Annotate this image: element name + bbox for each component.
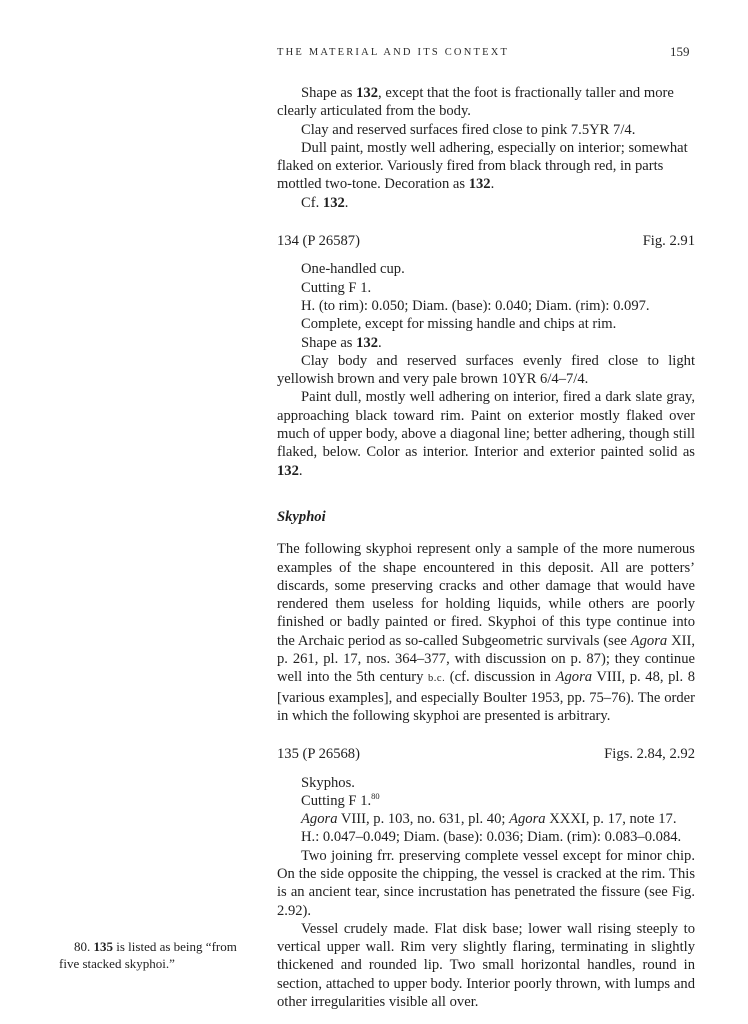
entry-133-cf: Cf. 132. bbox=[301, 194, 349, 211]
entry-135-context: Cutting F 1.80 bbox=[301, 790, 380, 809]
entry-135-id: 135 (P 26568) bbox=[277, 746, 360, 763]
entry-133-paint: Dull paint, mostly well adhering, especially on interior; somewhat flaked on exterior. Variously fired from black through red, in parts mottled two-tone. Decoration as 132. bbox=[277, 139, 688, 193]
skyphoi-intro: The following skyphoi represent only a sample of the more numerous examples of the shape encountered in this deposit. All are potters’ discards, some preserving cracks and other damage that would have rendered them useless for holding liquids, while others are poorly finished or badly painted or fired. Skyphoi of this type continue into the Archaic period as so-called Subgeometric survivals (see Agora XII, p. 261, pl. 17, nos. 364–377, with discussion on p. 87); they continue well into the 5th century b.c. (cf. discussion in Agora VIII, p. 48, pl. 8 [various examples], and especially Boulter 1953, pp. 75–76). The order in which the following skyphoi are presented is arbitrary. bbox=[277, 541, 696, 724]
entry-133-tail bbox=[277, 84, 695, 212]
entry-135-body bbox=[277, 774, 695, 1012]
entry-134-type: One-handled cup. bbox=[301, 261, 405, 278]
entry-135-dimensions: H.: 0.047–0.049; Diam. (base): 0.036; Diam. (rim): 0.083–0.084. bbox=[301, 829, 682, 846]
entry-134-paint: Paint dull, mostly well adhering on interior, fired a dark slate gray, approaching black toward rim. Paint on exterior mostly flaked over much of upper body, above a diagonal line; better adhering, though still flaked, below. Color as interior. Interior and exterior painted solid as 132. bbox=[277, 389, 695, 479]
page-number: 159 bbox=[670, 44, 690, 59]
entry-134-body bbox=[277, 260, 695, 480]
entry-134-fig-ref: Fig. 2.91 bbox=[642, 233, 695, 250]
entry-135-heading bbox=[277, 745, 695, 763]
running-head: THE MATERIAL AND ITS CONTEXT bbox=[277, 47, 510, 58]
entry-135-bibliography: Agora VIII, p. 103, no. 631, pl. 40; Agora XXXI, p. 17, note 17. bbox=[301, 811, 677, 828]
entry-135-type: Skyphos. bbox=[301, 774, 355, 791]
section-title-skyphoi: Skyphoi bbox=[277, 508, 326, 525]
entry-135-description: Vessel crudely made. Flat disk base; lower wall rising steeply to vertical upper wall. Rim very slightly flaring, terminating in slightly thickened and rounded lip. Two small horizontal handles, round in section, attached to upper body. Interior poorly thrown, with lumps and other irregularities visible all over. bbox=[277, 920, 695, 1011]
entry-134-context: Cutting F 1. bbox=[301, 279, 372, 296]
entry-134-id: 134 (P 26587) bbox=[277, 233, 360, 250]
footnote-marker-80: 80 bbox=[371, 790, 380, 801]
entry-134-clay: Clay body and reserved surfaces evenly fired close to light yellowish brown and very pale brown 10YR 6/4–7/4. bbox=[277, 352, 695, 388]
entry-134-shape: Shape as 132. bbox=[301, 334, 382, 351]
entry-133-shape: Shape as 132, except that the foot is fractionally taller and more clearly articulated from the body. bbox=[277, 85, 674, 120]
main-text bbox=[277, 84, 695, 1011]
footnote-80: 80. 135 is listed as being “from five stacked skyphoi.” bbox=[59, 939, 237, 971]
entry-135-fig-ref: Figs. 2.84, 2.92 bbox=[604, 746, 695, 763]
entry-135-condition: Two joining frr. preserving complete vessel except for minor chip. On the side opposite the chipping, the vessel is cracked at the rim. This is an ancient tear, since incrustation has penetrated the fissure (see Fig. 2.92). bbox=[277, 847, 695, 919]
entry-133-clay: Clay and reserved surfaces fired close to pink 7.5YR 7/4. bbox=[301, 121, 636, 138]
entry-134-condition: Complete, except for missing handle and chips at rim. bbox=[301, 316, 617, 333]
entry-134-heading bbox=[277, 232, 695, 250]
entry-134-dimensions: H. (to rim): 0.050; Diam. (base): 0.040; Diam. (rim): 0.097. bbox=[301, 297, 650, 314]
